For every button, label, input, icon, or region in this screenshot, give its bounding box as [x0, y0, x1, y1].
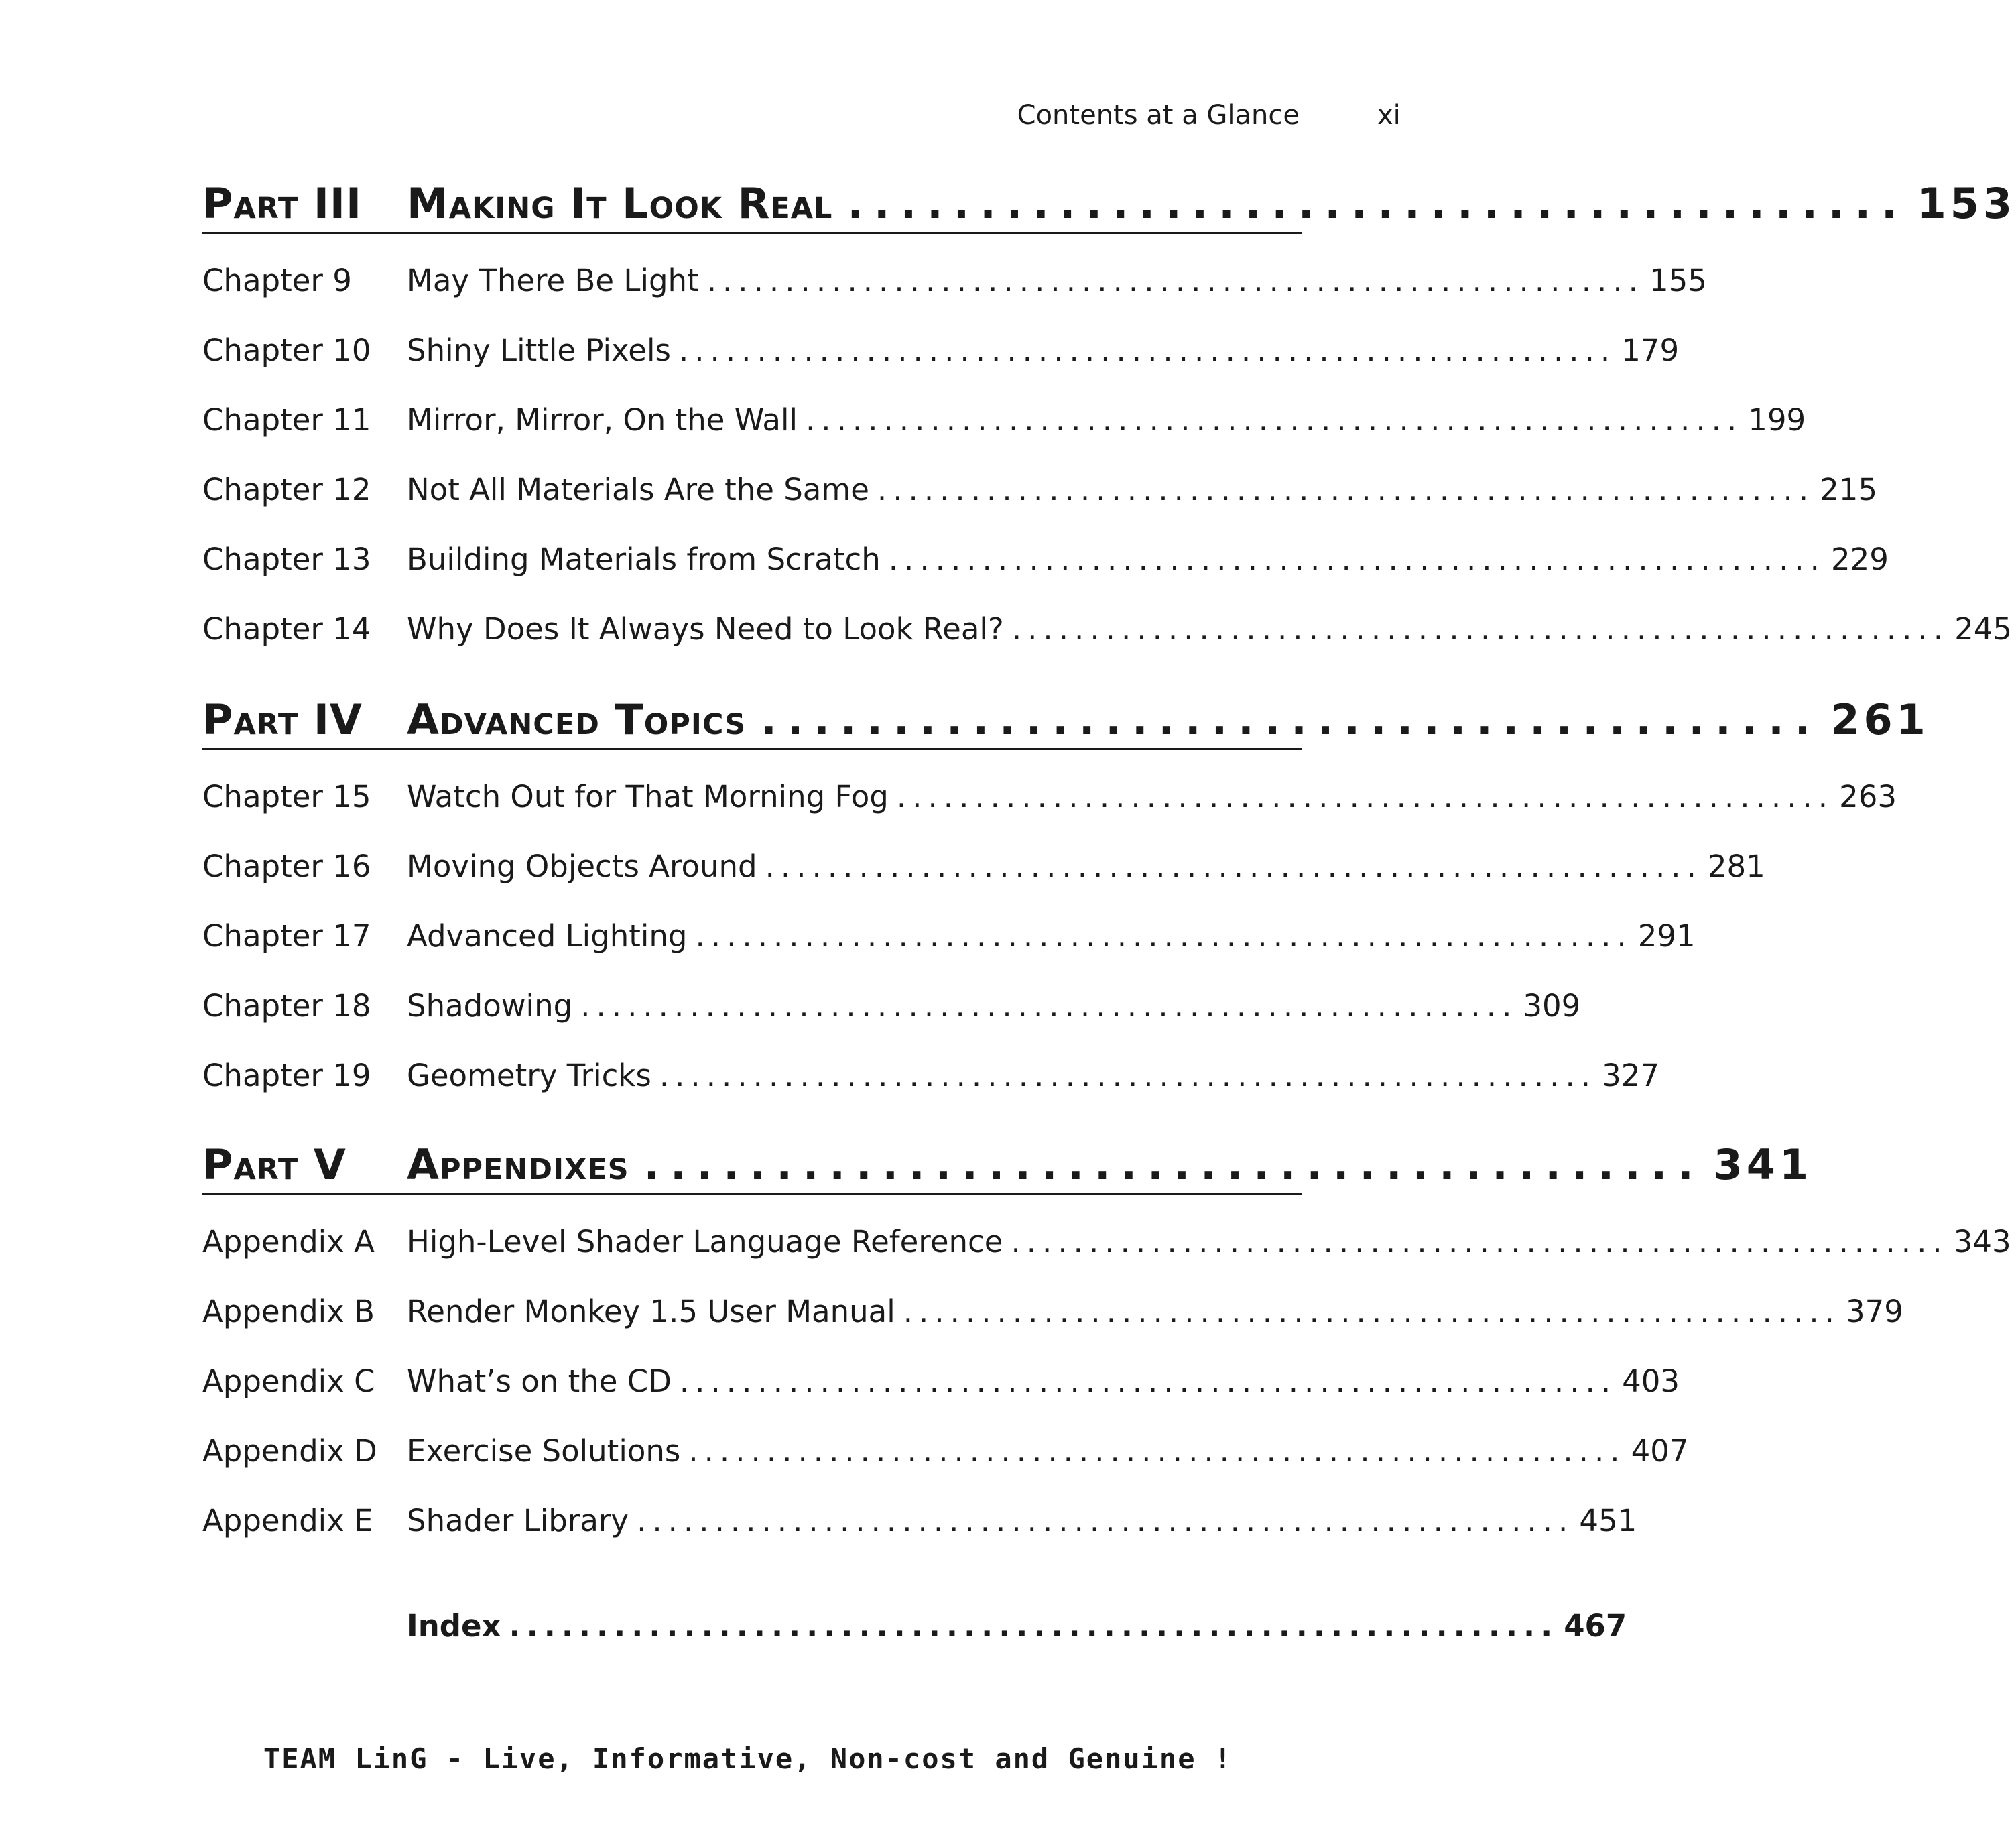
dot-leader: ............................................................ — [678, 332, 1617, 368]
dot-leader: ............................................................ — [1011, 1224, 1948, 1260]
entry-title: Not All Materials Are the Same — [407, 472, 869, 507]
entry-title: Shadowing — [407, 988, 573, 1024]
part-page-number: 153 — [1917, 179, 2016, 228]
dot-leader: ............................................................ — [695, 918, 1633, 954]
dot-leader: ............................................................ — [688, 1433, 1626, 1469]
index-entry[interactable] — [202, 1591, 1627, 1661]
entry-label: Chapter 17 — [202, 918, 371, 954]
entry-page-number: 327 — [1602, 1058, 1659, 1093]
part-title: Advanced Topics — [407, 695, 747, 744]
part-title: Making It Look Real — [407, 179, 833, 228]
entry-label: Chapter 14 — [202, 611, 371, 647]
part-heading[interactable] — [202, 1137, 1813, 1195]
entry-label: Appendix D — [202, 1433, 377, 1469]
running-title: Contents at a Glance — [1017, 100, 1300, 131]
entry-title: Building Materials from Scratch — [407, 542, 881, 577]
toc-entry[interactable] — [202, 1416, 1689, 1486]
dot-leader: ............................................................ — [877, 472, 1815, 507]
part-title: Appendixes — [407, 1140, 629, 1189]
part-label: Part III — [202, 179, 363, 228]
toc-entry[interactable] — [202, 1277, 1903, 1347]
entry-label: Appendix C — [202, 1363, 375, 1399]
entry-label: Chapter 15 — [202, 779, 371, 814]
toc-entry[interactable] — [202, 316, 1680, 385]
toc-entry[interactable] — [202, 525, 1889, 595]
entry-label: Chapter 9 — [202, 263, 352, 298]
entry-title: Render Monkey 1.5 User Manual — [407, 1294, 895, 1329]
index-title: Index — [407, 1608, 501, 1644]
part-page-number: 261 — [1830, 695, 1930, 744]
entry-title: Exercise Solutions — [407, 1433, 681, 1469]
toc-entry[interactable] — [202, 1486, 1637, 1556]
entry-page-number: 215 — [1820, 472, 1878, 507]
entry-title: Advanced Lighting — [407, 918, 688, 954]
entry-label: Chapter 18 — [202, 988, 371, 1024]
entry-page-number: 451 — [1579, 1503, 1637, 1538]
dot-leader: ............................................................ — [679, 1363, 1617, 1399]
entry-label: Chapter 10 — [202, 332, 371, 368]
dot-leader: ............................................................ — [1011, 611, 1950, 647]
dot-leader: ............................................................ — [896, 779, 1834, 814]
dot-leader: ............................................................ — [659, 1058, 1597, 1093]
running-header — [0, 97, 1496, 137]
toc-entry[interactable] — [202, 971, 1581, 1041]
entry-label: Appendix B — [202, 1294, 375, 1329]
part-heading[interactable] — [202, 692, 1930, 750]
entry-title: Watch Out for That Morning Fog — [407, 779, 889, 814]
entry-title: Mirror, Mirror, On the Wall — [407, 402, 798, 438]
entry-page-number: 309 — [1523, 988, 1581, 1024]
entry-title: Moving Objects Around — [407, 849, 757, 884]
entry-page-number: 245 — [1954, 611, 2012, 647]
entry-label: Appendix A — [202, 1224, 375, 1260]
entry-label: Chapter 16 — [202, 849, 371, 884]
index-section — [202, 1591, 1627, 1661]
part-section — [202, 1137, 2011, 1556]
dot-leader: ........................................ — [761, 695, 1822, 744]
entry-page-number: 343 — [1953, 1224, 2011, 1260]
entry-page-number: 199 — [1748, 402, 1806, 438]
dot-leader: ............................................................ — [765, 849, 1702, 884]
entry-label: Appendix E — [202, 1503, 373, 1538]
toc-entry[interactable] — [202, 246, 1707, 316]
dot-leader: ........................................ — [847, 179, 1908, 228]
dot-leader: ............................................................ — [888, 542, 1826, 577]
dot-leader: ............................................................ — [580, 988, 1518, 1024]
entry-page-number: 229 — [1831, 542, 1889, 577]
entry-title: Why Does It Always Need to Look Real? — [407, 611, 1004, 647]
toc-entry[interactable] — [202, 832, 1765, 902]
entry-page-number: 379 — [1846, 1294, 1903, 1329]
entry-page-number: 281 — [1707, 849, 1765, 884]
toc-entry[interactable] — [202, 1207, 2011, 1277]
entry-label: Chapter 12 — [202, 472, 371, 507]
dot-leader: ............................................................ — [903, 1294, 1840, 1329]
part-heading[interactable] — [202, 176, 2016, 234]
page-number: xi — [1377, 100, 1401, 131]
footer-banner: TEAM LinG - Live, Informative, Non-cost and Genuine ! — [263, 1742, 1233, 1775]
part-label: Part V — [202, 1140, 346, 1189]
entry-page-number: 407 — [1631, 1433, 1689, 1469]
part-section — [202, 692, 1930, 1111]
entry-title: Shader Library — [407, 1503, 629, 1538]
toc-entry[interactable] — [202, 1041, 1659, 1111]
entry-label: Chapter 11 — [202, 402, 371, 438]
entry-page-number: 291 — [1637, 918, 1696, 954]
toc-entry[interactable] — [202, 762, 1897, 832]
dot-leader: ............................................................ — [637, 1503, 1574, 1538]
entry-title: Geometry Tricks — [407, 1058, 651, 1093]
dot-leader: ............................................................ — [706, 263, 1644, 298]
entry-page-number: 155 — [1649, 263, 1707, 298]
entry-title: High-Level Shader Language Reference — [407, 1224, 1003, 1260]
part-page-number: 341 — [1713, 1140, 1813, 1189]
entry-title: What’s on the CD — [407, 1363, 672, 1399]
dot-leader: ........................................ — [643, 1140, 1704, 1189]
part-section — [202, 176, 2016, 664]
toc-entry[interactable] — [202, 385, 1806, 455]
entry-page-number: 263 — [1839, 779, 1897, 814]
entry-page-number: 179 — [1621, 332, 1680, 368]
entry-label: Chapter 19 — [202, 1058, 371, 1093]
part-label: Part IV — [202, 695, 363, 744]
entry-label: Chapter 13 — [202, 542, 371, 577]
toc-entry[interactable] — [202, 902, 1696, 971]
entry-page-number: 403 — [1622, 1363, 1680, 1399]
index-page-number: 467 — [1564, 1608, 1627, 1644]
entry-title: May There Be Light — [407, 263, 699, 298]
dot-leader: ............................................................ — [805, 402, 1743, 438]
toc-entry[interactable] — [202, 595, 2012, 664]
toc-entry[interactable] — [202, 1347, 1680, 1416]
toc-entry[interactable] — [202, 455, 1878, 525]
dot-leader: ............................................................ — [509, 1608, 1559, 1644]
entry-title: Shiny Little Pixels — [407, 332, 671, 368]
